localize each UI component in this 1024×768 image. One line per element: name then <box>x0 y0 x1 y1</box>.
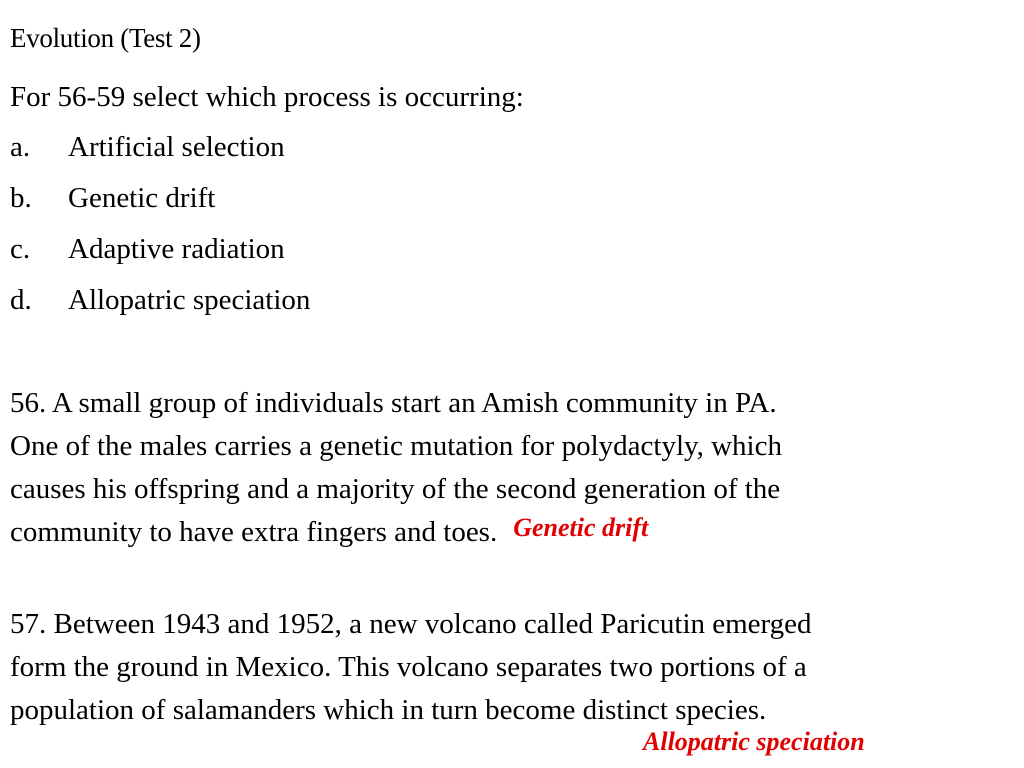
answer-56: Genetic drift <box>513 513 649 542</box>
option-letter: a. <box>10 131 31 163</box>
slide-title: Evolution (Test 2) <box>10 23 201 53</box>
question-line-text: community to have extra fingers and toes. <box>10 516 498 548</box>
answer-57: Allopatric speciation <box>643 727 865 756</box>
question-line: form the ground in Mexico. This volcano separates two portions of a <box>10 651 807 683</box>
question-line-last <box>10 511 1010 554</box>
option-letter: d. <box>10 284 32 316</box>
question-line: 56. A small group of individuals start an Amish community in PA. <box>10 387 777 419</box>
instructions: For 56-59 select which process is occurring: <box>10 81 524 113</box>
option-letter: b. <box>10 182 32 214</box>
question-line: 57. Between 1943 and 1952, a new volcano called Paricutin emerged <box>10 608 812 640</box>
option-letter: c. <box>10 233 31 265</box>
question-line: causes his offspring and a majority of the second generation of the <box>10 473 781 505</box>
option-text: Allopatric speciation <box>68 284 311 316</box>
option-text: Genetic drift <box>68 182 216 214</box>
option-text: Artificial selection <box>68 131 285 163</box>
question-line: One of the males carries a genetic mutation for polydactyly, which <box>10 430 782 462</box>
option-text: Adaptive radiation <box>68 233 285 265</box>
question-56 <box>10 382 1010 554</box>
question-line: population of salamanders which in turn become distinct species. <box>10 694 767 726</box>
question-57 <box>10 603 1010 732</box>
